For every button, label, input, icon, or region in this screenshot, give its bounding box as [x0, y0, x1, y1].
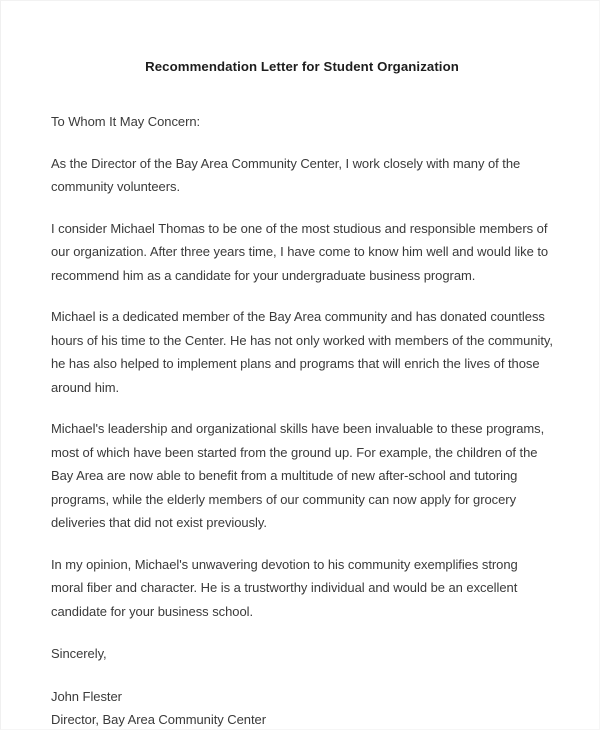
letter-paragraph-4: Michael's leadership and organizational skills have been invaluable to these programs, most of which have been started from the ground up. For example, the children of the Bay Area are now able to benefit from a multitude of new after-school and tutoring programs, while the elderly members of our community can now apply for grocery deliveries that did not exist previously.	[51, 421, 545, 530]
letter-paragraph-5: In my opinion, Michael's unwavering devotion to his community exemplifies strong moral fiber and character. He is a trustworthy individual and would be an excellent candidate for your business school.	[51, 556, 518, 619]
page-title: Recommendation Letter for Student Organization	[145, 59, 459, 74]
letter-paragraph-1: As the Director of the Bay Area Community Center, I work closely with many of the community volunteers.	[51, 155, 521, 194]
letter-paragraph-2: I consider Michael Thomas to be one of the most studious and responsible members of our organization. After three years time, I have come to know him well and would like to recommend him as a candidate for your undergraduate business program.	[51, 220, 549, 283]
signer-name: John Flester	[51, 688, 122, 704]
letter-paragraph-3: Michael is a dedicated member of the Bay Area community and has donated countless hours of his time to the Center. He has not only worked with members of the community, he has also helped to implement plans and programs that will enrich the lives of those around him.	[51, 309, 553, 395]
closing-text: Sincerely,	[51, 646, 107, 661]
salutation-text: To Whom It May Concern:	[51, 114, 201, 129]
letter-body	[51, 1, 553, 730]
signer-title: Director, Bay Area Community Center	[51, 712, 266, 727]
signature-block	[51, 666, 553, 730]
